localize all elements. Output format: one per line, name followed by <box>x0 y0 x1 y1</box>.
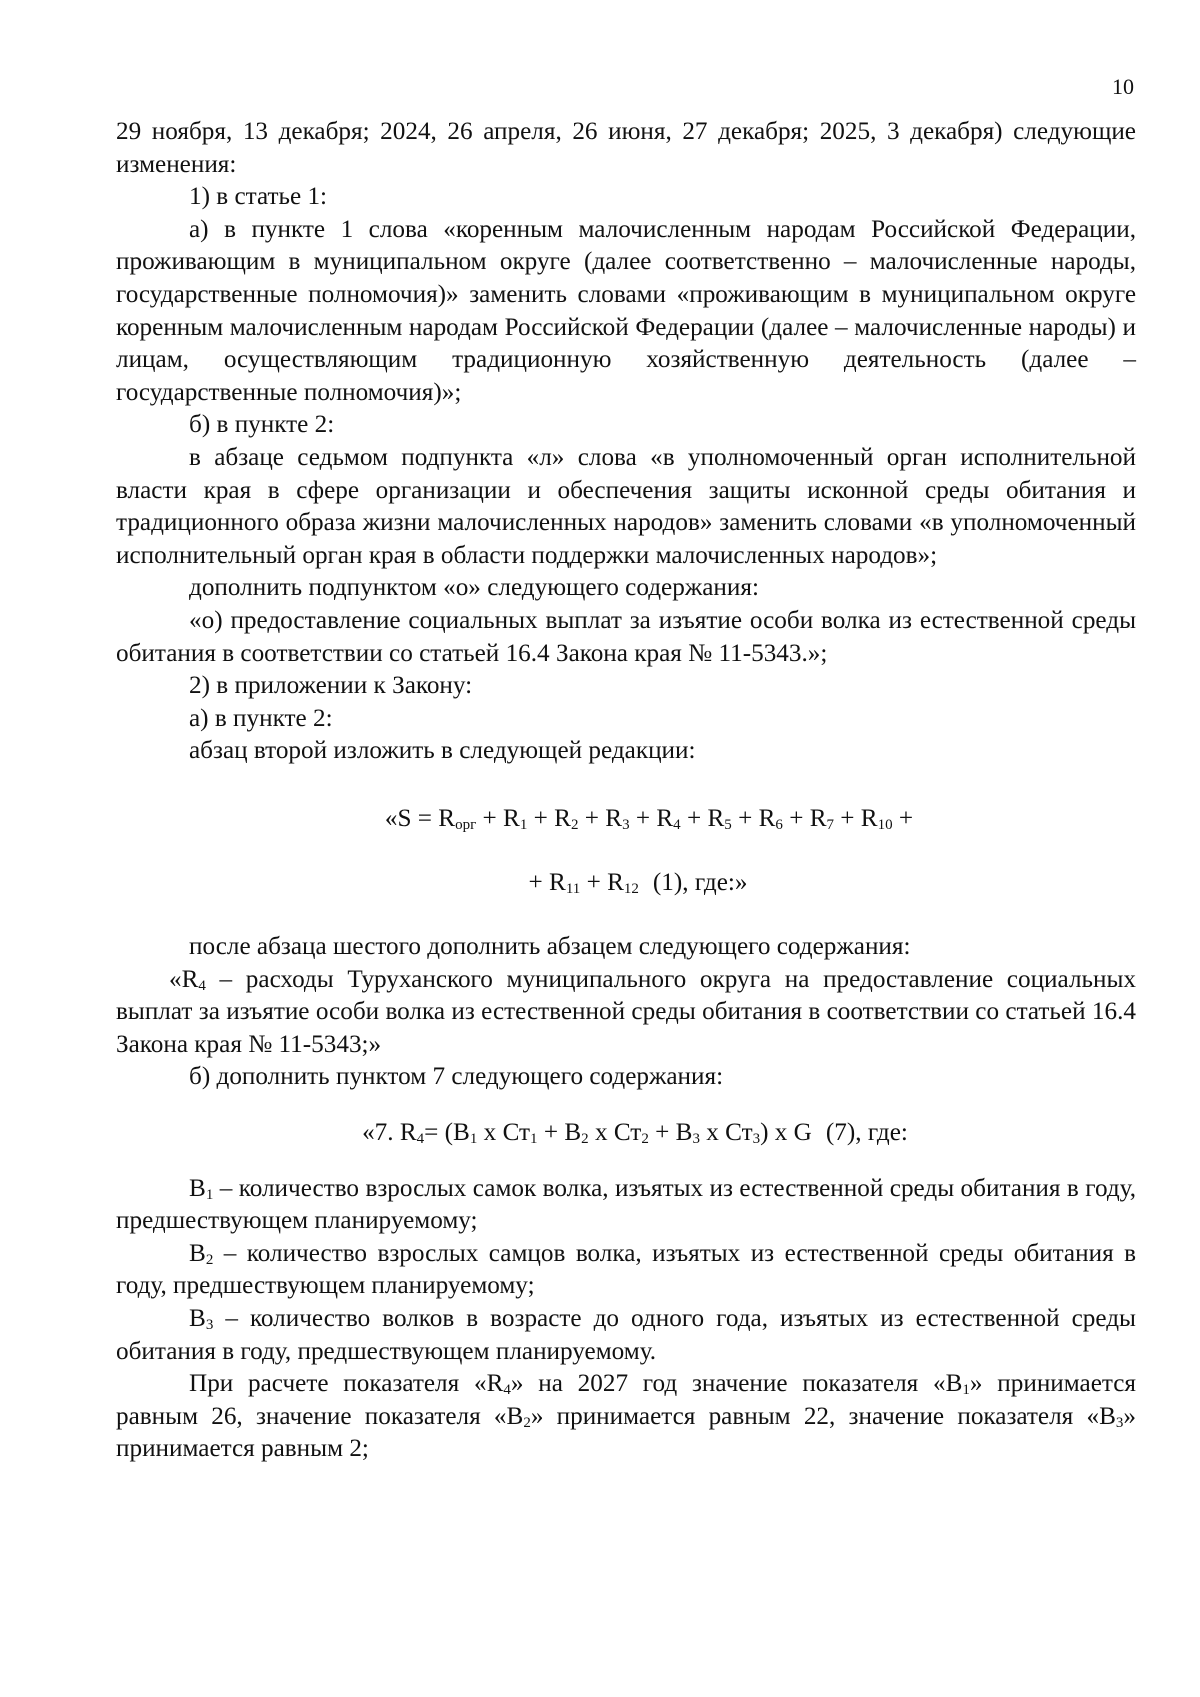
paragraph: 1) в статье 1: <box>189 183 328 211</box>
page-number: 10 <box>1112 74 1134 99</box>
formula-s-line-1: «$S = R_{орг} + R_1 + R_2 + R_3 + R_4 + R_5 + R_6 + R_7 + R_{10}$ + <box>384 804 914 833</box>
paragraph: б) в пункте 2: <box>189 411 335 439</box>
document-body <box>116 116 1136 1466</box>
paragraph-r4: «$R_4$ – расходы Туруханского муниципального округа на предоставление социальных выплат за изъятие особи волка из естественной среды обитания в соответствии со статьей 16.4 Закона края № 11-5343;» <box>116 965 1136 1058</box>
paragraph-b1: $В_1$ – количество взрослых самок волка, изъятых из естественной среды обитания в году, предшествующем планируемому; <box>116 1174 1136 1235</box>
paragraph: дополнить подпунктом «о» следующего содержания: <box>189 574 759 602</box>
paragraph: а) в пункте 2: <box>189 704 333 732</box>
paragraph: б) дополнить пунктом 7 следующего содержания: <box>189 1063 724 1091</box>
paragraph: «о) предоставление социальных выплат за изъятие особи волка из естественной среды обитания в соответствии со статьей 16.4 Закона края № 11-5343.»; <box>116 606 1136 667</box>
paragraph-b2: $В_2$ – количество взрослых самцов волка, изъятых из естественной среды обитания в году, предшествующем планируемому; <box>116 1239 1136 1300</box>
paragraph-b3: $В_3$ – количество волков в возрасте до одного года, изъятых из естественной среды обитания в году, предшествующем планируемому. <box>116 1305 1136 1365</box>
paragraph: 2) в приложении к Закону: <box>189 672 473 700</box>
paragraph: абзац второй изложить в следующей редакции: <box>189 737 696 765</box>
paragraph: а) в пункте 1 слова «коренным малочисленным народам Российской Федерации, проживающим в муниципальном округе (далее соответственно – малочисленные народы, государственные полномочия)» заменить словами «проживающим в муниципальном округе коренным малочисленным народам Российской Федерации (далее – малочисленные народы) и лицам, осуществляющим традиционную хозяйственную деятельность (далее – государственные полномочия)»; <box>116 215 1136 406</box>
paragraph-calculation: При расчете показателя «$R_4$» на 2027 год значение показателя «$В_1$» принимается равным 26, значение показателя «$В_2$» принимается равным 22, значение показателя «$В_3$» принимается равным 2; <box>116 1370 1136 1463</box>
paragraph: 29 ноября, 13 декабря; 2024, 26 апреля, 26 июня, 27 декабря; 2025, 3 декабря) следующие изменения: <box>116 118 1136 178</box>
formula-r4: «7. $R_4= (В_1$ х $Ст_1 + В_2$ х $Ст_2 + В_3$ х $Ст_3$) х G (7), где: <box>362 1119 908 1148</box>
paragraph: после абзаца шестого дополнить абзацем следующего содержания: <box>189 933 911 961</box>
formula-s-line-2: + $R_{11} + R_{12}$ (1), где:» <box>528 869 748 898</box>
paragraph: в абзаце седьмом подпункта «л» слова «в уполномоченный орган исполнительной власти края в сфере организации и обеспечения защиты исконной среды обитания и традиционного образа жизни малочисленных народов» заменить словами «в уполномоченный исполнительный орган края в области поддержки малочисленных народов»; <box>116 443 1136 569</box>
